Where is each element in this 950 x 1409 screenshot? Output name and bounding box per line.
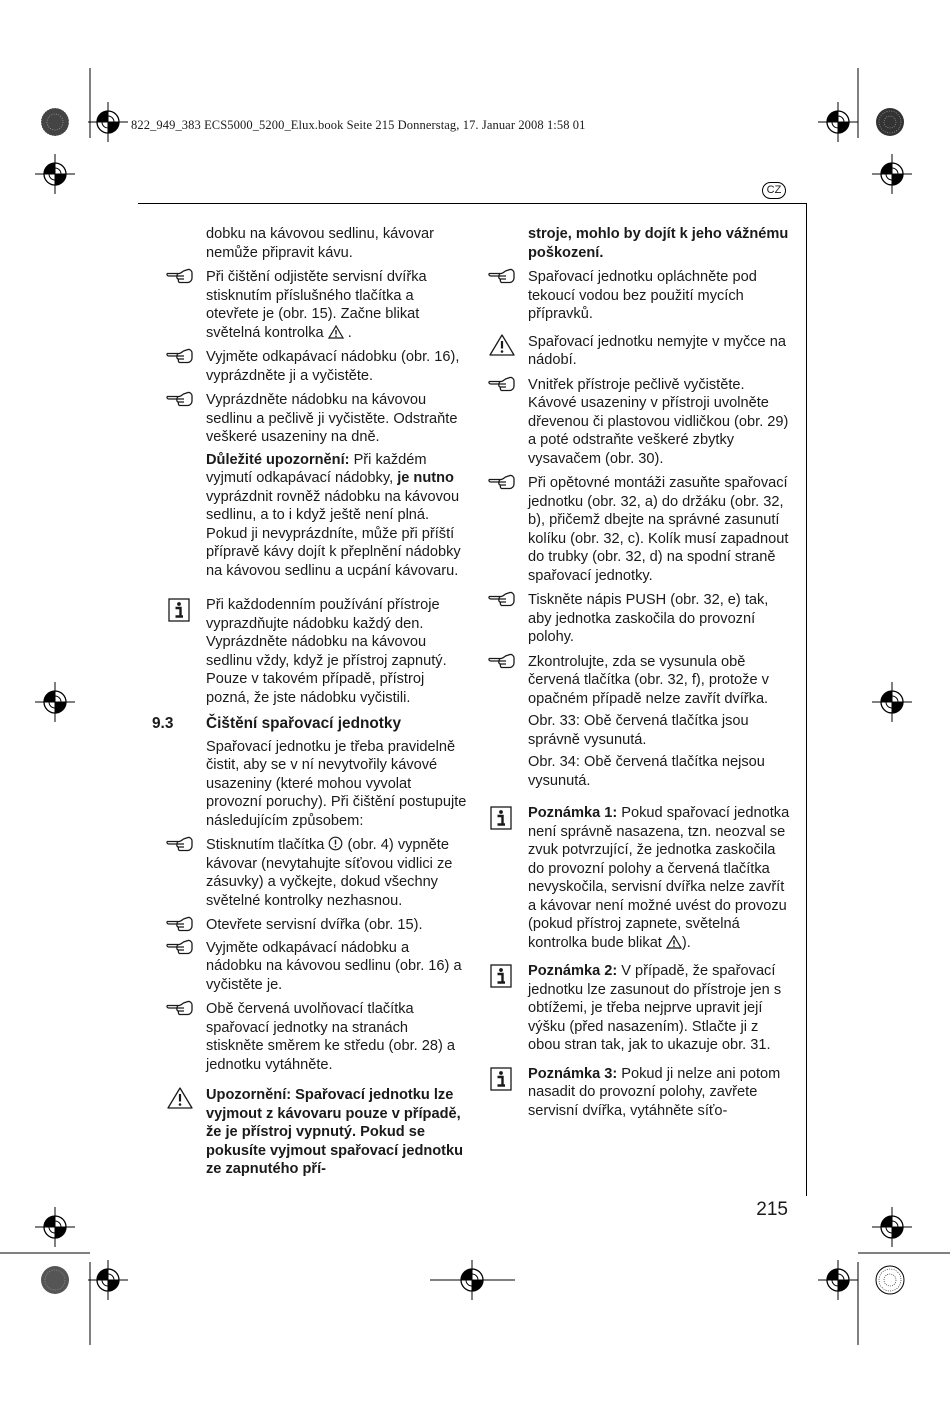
- section-number: 9.3: [152, 715, 174, 732]
- note-text: Pokud ji nelze ani potom nasadit do provozní polohy, zavřete servisní dvířka, vytáhněte síťo-: [528, 1065, 781, 1119]
- important-text-cont: vyprázdnit rovněž nádobku na kávovou sedlinu, a to i když ještě není plná. Pokud ji nevyprázdníte, může při příští přípravě kávy dojít k přeplnění nádobky na kávovou sedlinu a ucpání kávovaru.: [206, 488, 461, 579]
- warning-text: Spařovací jednotku nemyjte v myčce na nádobí.: [528, 333, 786, 368]
- step-text: Vyprázdněte nádobku na kávovou sedlinu a pečlivě ji vyčistěte. Odstraňte veškeré usazeniny na dně.: [206, 392, 458, 445]
- note-text: V případě, že spařovací jednotku lze zasunout do přístroje jen s obtížemi, je třeba nejprve upravit její výšku (před nasazením). Stlačte ji z obou stran tak, jak to ukazuje obr. 31.: [528, 963, 782, 1053]
- registration-crosshair-icon: [35, 102, 912, 1300]
- step-text: Otevřete servisní dvířka (obr. 15).: [206, 917, 423, 933]
- info-text: Při každodenním používání přístroje vyprazdňujte nádobku každý den. Vyprázdněte nádobku na kávovou sedlinu vždy, když je přístroj zapnutý. Pouze v takovém případě, přístroj pozná, že jste nádobku vyčistili.: [206, 597, 447, 706]
- step-text-end: .: [347, 324, 352, 341]
- step-text: Stisknutím tlačítka: [206, 837, 325, 853]
- step-text-cont: (obr. 4) vypněte kávovar (nevytahujte síťovou vidlici ze zásuvky) a vyčkejte, dokud všechny světelné kontrolky nezhasnou.: [206, 837, 453, 909]
- section-title: Čištění spařovací jednotky: [206, 715, 402, 732]
- step-text: Vyjměte odkapávací nádobku (obr. 16), vyprázdněte ji a vyčistěte.: [206, 349, 460, 384]
- page-number: 215: [756, 1199, 788, 1220]
- note-label: Poznámka 1:: [528, 805, 618, 821]
- step-text: Tiskněte nápis PUSH (obr. 32, e) tak, aby jednotka zaskočila do provozní polohy.: [528, 592, 769, 645]
- color-target-icon: [41, 108, 904, 1294]
- note-label: Poznámka 3:: [528, 1065, 618, 1082]
- print-header-line: 822_949_383 ECS5000_5200_Elux.book Seite 215 Donnerstag, 17. Januar 2008 1:58 01: [131, 118, 586, 132]
- note-text: Pokud spařovací jednotka není správně nasazena, tzn. neozval se zvuk potvrzující, že jednotka zaskočila do provozní polohy a červená tlačítka nevyskočila, servisní dvířka nelze zavřít a kávovar není možné uvést do provozu (pokud přístroj zapnete, světelná kontrolka bude blikat: [528, 805, 790, 951]
- step-text: Spařovací jednotku opláchněte pod tekoucí vodou bez použití mycích přípravků.: [528, 269, 757, 322]
- important-text: Při každém vyjmutí odkapávací nádobky,: [206, 451, 427, 486]
- language-badge: CZ: [762, 182, 786, 199]
- warning-text: Upozornění: Spařovací jednotku lze vyjmout z kávovaru pouze v případě, že je přístroj vypnutý. Pokud se pokusíte vyjmout spařovací jednotku ze zapnutého pří-: [206, 1087, 464, 1177]
- figure-33-caption: Obr. 33: Obě červená tlačítka jsou správně vysunutá.: [528, 713, 749, 748]
- warning-continuation: stroje, mohlo by dojít k jeho vážnému poškození.: [528, 226, 789, 261]
- step-text: Při čištění odjistěte servisní dvířka stisknutím příslušného tlačítka a otevřete je (obr. 15). Začne blikat světelná kontrolka: [206, 269, 427, 341]
- step-text: Při opětovné montáži zasuňte spařovací jednotku (obr. 32, a) do držáku (obr. 32, b), přičemž dbejte na správné zasunutí kolíku (obr. 32, c). Kolík musí zapadnout do trubky (obr. 32, d) na spodní straně spařovací jednotky.: [528, 475, 789, 584]
- important-emphasis: je nutno: [397, 470, 454, 486]
- step-text: Obě červená uvolňovací tlačítka spařovací jednotky na stranách stiskněte směrem ke středu (obr. 28) a jednotku vytáhněte.: [206, 1001, 456, 1073]
- step-text: Vnitřek přístroje pečlivě vyčistěte. Kávové usazeniny v přístroji uvolněte dřevenou či plastovou vidličkou (obr. 29) a poté odstraňte veškeré zbytky vysavačem (obr. 30).: [528, 376, 789, 467]
- section-intro: Spařovací jednotku je třeba pravidelně čistit, aby se v ní nevytvořily kávové usazeniny (které mohou vyvolat provozní poruchy). Při čištění postupujte následujícím způsobem:: [206, 738, 467, 829]
- step-text: Zkontrolujte, zda se vysunula obě červená tlačítka (obr. 32, f), protože v opačném případě nelze zavřít dvířka.: [528, 653, 769, 707]
- figure-34-caption: Obr. 34: Obě červená tlačítka nejsou vysunutá.: [528, 754, 765, 789]
- note-label: Poznámka 2:: [528, 963, 618, 979]
- step-text: Vyjměte odkapávací nádobku a nádobku na kávovou sedlinu (obr. 16) a vyčistěte je.: [206, 939, 462, 993]
- paragraph-intro: dobku na kávovou sedlinu, kávovar nemůže připravit kávu.: [206, 226, 434, 261]
- important-label: Důležité upozornění:: [206, 451, 350, 468]
- note-text-end: ).: [681, 934, 691, 951]
